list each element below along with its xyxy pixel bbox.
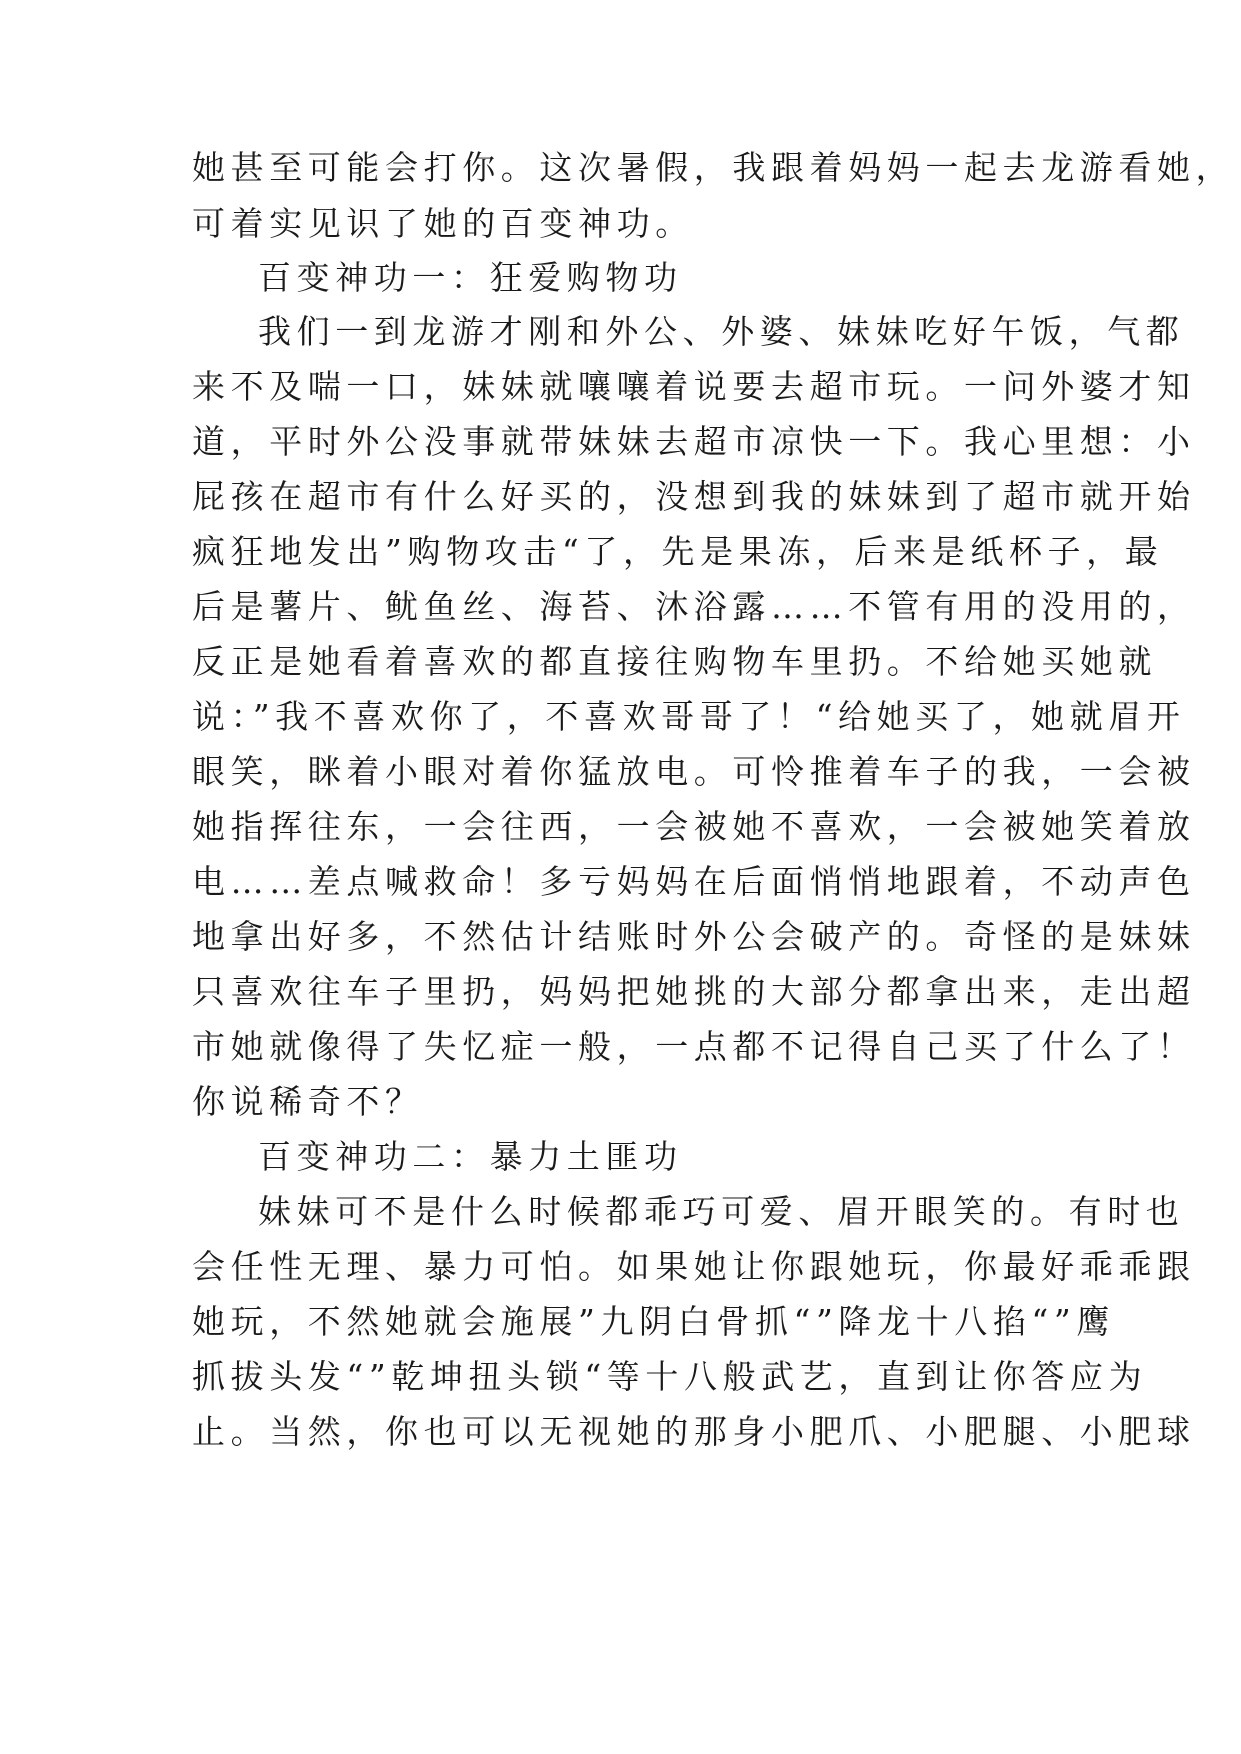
text-line: 疯狂地发出”购物攻击“了，先是果冻，后来是纸杯子，最 — [192, 532, 1164, 571]
text-line: 妹妹可不是什么时候都乖巧可爱、眉开眼笑的。有时也 — [258, 1192, 1185, 1231]
text-line: 屁孩在超市有什么好买的，没想到我的妹妹到了超市就开始 — [192, 477, 1196, 516]
section-heading: 百变神功二：暴力土匪功 — [258, 1137, 683, 1176]
text-line: 止。当然，你也可以无视她的那身小肥爪、小肥腿、小肥球 — [192, 1412, 1196, 1451]
text-line: 眼笑，眯着小眼对着你猛放电。可怜推着车子的我，一会被 — [192, 752, 1196, 791]
text-line: 你说稀奇不？ — [192, 1082, 424, 1121]
section-heading: 百变神功一：狂爱购物功 — [258, 258, 683, 297]
text-line: 来不及喘一口，妹妹就嚷嚷着说要去超市玩。一问外婆才知 — [192, 367, 1196, 406]
text-line: 我们一到龙游才刚和外公、外婆、妹妹吃好午饭，气都 — [258, 312, 1185, 351]
text-line: 她指挥往东，一会往西，一会被她不喜欢，一会被她笑着放 — [192, 807, 1196, 846]
text-line: 市她就像得了失忆症一般，一点都不记得自己买了什么了！ — [192, 1027, 1196, 1066]
text-line: 说：”我不喜欢你了，不喜欢哥哥了！“给她买了，她就眉开 — [192, 697, 1186, 736]
text-line: 她玩，不然她就会施展”九阴白骨抓“”降龙十八掐“”鹰 — [192, 1302, 1115, 1341]
text-line: 电……差点喊救命！多亏妈妈在后面悄悄地跟着，不动声色 — [192, 862, 1196, 901]
text-line: 后是薯片、鱿鱼丝、海苔、沐浴露……不管有用的没用的， — [192, 587, 1196, 626]
text-line: 可着实见识了她的百变神功。 — [192, 204, 694, 243]
text-line: 只喜欢往车子里扔，妈妈把她挑的大部分都拿出来，走出超 — [192, 972, 1196, 1011]
text-line: 地拿出好多，不然估计结账时外公会破产的。奇怪的是妹妹 — [192, 917, 1196, 956]
text-line: 会任性无理、暴力可怕。如果她让你跟她玩，你最好乖乖跟 — [192, 1247, 1196, 1286]
text-line: 道，平时外公没事就带妹妹去超市凉快一下。我心里想：小 — [192, 422, 1196, 461]
text-line: 抓拔头发“”乾坤扭头锁“等十八般武艺，直到让你答应为 — [192, 1357, 1148, 1396]
text-line: 她甚至可能会打你。这次暑假，我跟着妈妈一起去龙游看她， — [192, 148, 1235, 187]
text-line: 反正是她看着喜欢的都直接往购物车里扔。不给她买她就 — [192, 642, 1157, 681]
